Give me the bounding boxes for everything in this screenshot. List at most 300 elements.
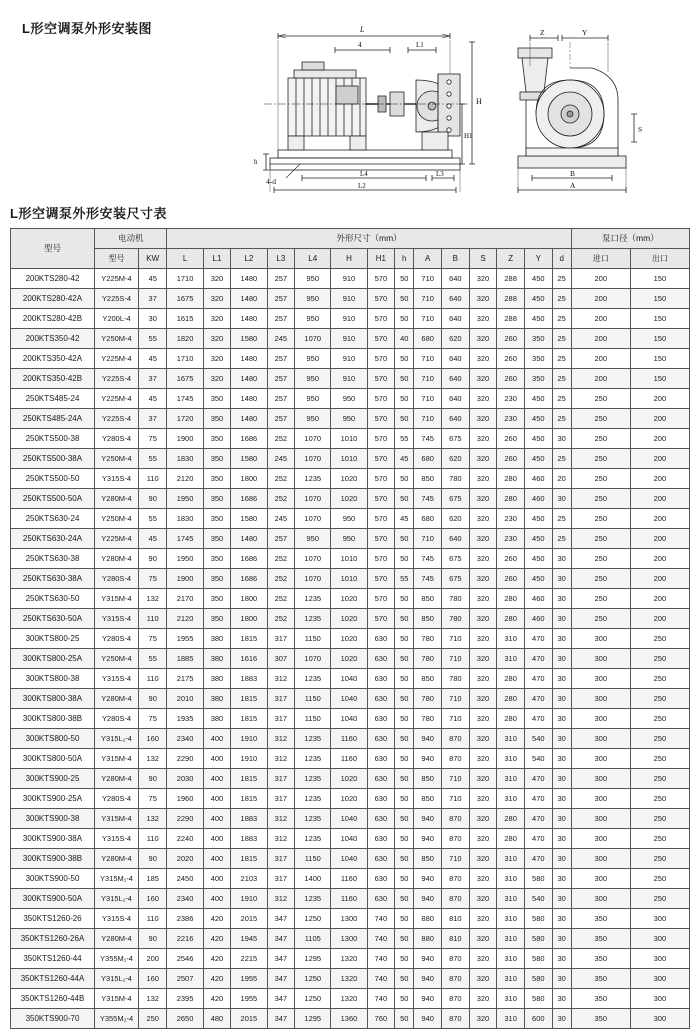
table-row [11,929,690,949]
cell-L: 1820 [167,329,203,349]
cell-L1: 350 [203,489,231,509]
cell-h: 50 [395,849,414,869]
cell-inlet: 300 [571,809,630,829]
cell-kw: 37 [139,289,167,309]
table-row [11,689,690,709]
cell-L: 1745 [167,529,203,549]
cell-Y: 350 [524,329,552,349]
cell-L3: 245 [267,449,295,469]
cell-model: 250KTS630-38A [11,569,95,589]
cell-inlet: 300 [571,869,630,889]
cell-Y: 600 [524,1009,552,1029]
cell-Z: 280 [497,609,525,629]
cell-H: 910 [331,269,367,289]
cell-L4: 1235 [295,789,331,809]
cell-h: 50 [395,829,414,849]
svg-text:Z: Z [540,28,545,37]
cell-S: 320 [469,749,497,769]
cell-motor-type: Y280S-4 [95,709,139,729]
cell-kw: 132 [139,989,167,1009]
cell-d: 20 [552,469,571,489]
cell-S: 320 [469,789,497,809]
cell-L3: 257 [267,529,295,549]
cell-L: 2507 [167,969,203,989]
cell-motor-type: Y225M-4 [95,269,139,289]
cell-inlet: 300 [571,689,630,709]
cell-h: 55 [395,569,414,589]
cell-Y: 470 [524,769,552,789]
cell-h: 50 [395,409,414,429]
cell-B: 640 [442,389,470,409]
cell-B: 780 [442,669,470,689]
cell-Y: 450 [524,289,552,309]
cell-L2: 1955 [231,989,267,1009]
cell-d: 30 [552,849,571,869]
cell-L1: 350 [203,449,231,469]
cell-H: 1320 [331,969,367,989]
cell-kw: 110 [139,469,167,489]
cell-Y: 450 [524,389,552,409]
cell-L1: 350 [203,609,231,629]
cell-H: 1020 [331,489,367,509]
cell-H1: 740 [367,929,395,949]
header-col-A: A [414,249,442,269]
cell-H: 950 [331,389,367,409]
cell-L3: 347 [267,969,295,989]
header-col-L3: L3 [267,249,295,269]
cell-outlet: 250 [630,829,689,849]
cell-kw: 55 [139,449,167,469]
cell-L: 1675 [167,369,203,389]
cell-h: 50 [395,609,414,629]
cell-outlet: 150 [630,349,689,369]
cell-L2: 2015 [231,1009,267,1029]
cell-model: 300KTS900-50A [11,889,95,909]
cell-A: 745 [414,549,442,569]
header-col-Z: Z [497,249,525,269]
cell-outlet: 250 [630,849,689,869]
cell-Y: 540 [524,749,552,769]
header-col-L4: L4 [295,249,331,269]
cell-model: 300KTS900-25A [11,789,95,809]
cell-L4: 1070 [295,509,331,529]
cell-L1: 400 [203,749,231,769]
cell-model: 250KTS630-24A [11,529,95,549]
cell-A: 780 [414,689,442,709]
cell-h: 50 [395,869,414,889]
cell-Z: 260 [497,329,525,349]
header-kw: KW [139,249,167,269]
cell-L4: 1235 [295,469,331,489]
cell-H: 1160 [331,749,367,769]
svg-text:Y: Y [582,28,588,37]
cell-h: 50 [395,769,414,789]
cell-L: 1830 [167,509,203,529]
cell-inlet: 350 [571,969,630,989]
table-head [11,229,690,269]
cell-L4: 1400 [295,869,331,889]
cell-motor-type: Y225M-4 [95,349,139,369]
cell-kw: 185 [139,869,167,889]
table-row [11,949,690,969]
cell-Y: 540 [524,889,552,909]
cell-B: 640 [442,409,470,429]
cell-L1: 480 [203,1009,231,1029]
svg-text:L3: L3 [436,170,444,178]
cell-kw: 45 [139,389,167,409]
cell-d: 30 [552,889,571,909]
svg-text:B: B [570,169,576,178]
cell-h: 50 [395,309,414,329]
cell-H1: 570 [367,549,395,569]
cell-B: 810 [442,909,470,929]
cell-inlet: 300 [571,889,630,909]
cell-Z: 310 [497,969,525,989]
cell-motor-type: Y200L-4 [95,309,139,329]
cell-outlet: 300 [630,949,689,969]
cell-H: 1360 [331,1009,367,1029]
cell-B: 710 [442,709,470,729]
cell-A: 850 [414,589,442,609]
cell-B: 710 [442,789,470,809]
cell-L1: 400 [203,769,231,789]
cell-B: 710 [442,849,470,869]
cell-H1: 630 [367,789,395,809]
table-row [11,549,690,569]
cell-Y: 450 [524,409,552,429]
cell-h: 50 [395,949,414,969]
cell-H: 910 [331,349,367,369]
cell-kw: 90 [139,689,167,709]
cell-S: 320 [469,689,497,709]
cell-Y: 580 [524,929,552,949]
cell-d: 30 [552,709,571,729]
cell-L4: 1070 [295,489,331,509]
cell-S: 320 [469,949,497,969]
cell-Z: 310 [497,929,525,949]
cell-model: 250KTS500-38A [11,449,95,469]
cell-h: 50 [395,989,414,1009]
cell-H: 1020 [331,609,367,629]
svg-text:A: A [570,181,576,190]
table-row [11,749,690,769]
cell-inlet: 300 [571,849,630,869]
cell-L2: 1480 [231,409,267,429]
cell-S: 320 [469,609,497,629]
cell-Z: 310 [497,649,525,669]
cell-L1: 320 [203,309,231,329]
cell-H1: 630 [367,829,395,849]
cell-L3: 312 [267,729,295,749]
cell-B: 710 [442,769,470,789]
cell-L1: 420 [203,949,231,969]
cell-Z: 260 [497,349,525,369]
cell-d: 25 [552,529,571,549]
cell-outlet: 250 [630,809,689,829]
cell-inlet: 250 [571,449,630,469]
cell-outlet: 250 [630,629,689,649]
cell-H1: 570 [367,569,395,589]
cell-outlet: 150 [630,369,689,389]
cell-model: 300KTS800-38 [11,669,95,689]
cell-Z: 310 [497,749,525,769]
cell-H: 1020 [331,649,367,669]
cell-B: 640 [442,529,470,549]
cell-inlet: 300 [571,629,630,649]
cell-h: 50 [395,1009,414,1029]
cell-d: 30 [552,649,571,669]
cell-L1: 320 [203,269,231,289]
cell-d: 25 [552,369,571,389]
cell-L4: 1150 [295,709,331,729]
cell-motor-type: Y280M-4 [95,689,139,709]
cell-L4: 1235 [295,769,331,789]
cell-h: 50 [395,549,414,569]
cell-L: 1675 [167,289,203,309]
cell-motor-type: Y315S-4 [95,469,139,489]
cell-d: 25 [552,269,571,289]
cell-S: 320 [469,729,497,749]
cell-inlet: 250 [571,429,630,449]
cell-L2: 1580 [231,449,267,469]
cell-L: 2340 [167,729,203,749]
cell-L2: 1686 [231,569,267,589]
cell-L4: 1235 [295,749,331,769]
cell-L2: 2215 [231,949,267,969]
cell-h: 50 [395,929,414,949]
cell-h: 50 [395,269,414,289]
cell-model: 300KTS900-25 [11,769,95,789]
cell-kw: 110 [139,609,167,629]
table-body [11,269,690,1029]
cell-L1: 400 [203,829,231,849]
cell-L4: 1070 [295,569,331,589]
cell-inlet: 200 [571,329,630,349]
cell-L2: 1883 [231,829,267,849]
cell-d: 30 [552,669,571,689]
cell-L: 2386 [167,909,203,929]
table-header-row-2 [11,249,690,269]
cell-Z: 280 [497,589,525,609]
table-row [11,469,690,489]
table-row [11,489,690,509]
cell-motor-type: Y280M-4 [95,489,139,509]
cell-A: 850 [414,469,442,489]
cell-d: 30 [552,689,571,709]
cell-inlet: 250 [571,529,630,549]
cell-A: 940 [414,749,442,769]
cell-d: 25 [552,289,571,309]
cell-B: 675 [442,549,470,569]
cell-L: 1900 [167,569,203,589]
cell-L3: 317 [267,769,295,789]
cell-L3: 317 [267,689,295,709]
cell-d: 25 [552,509,571,529]
cell-Y: 470 [524,629,552,649]
cell-H: 1160 [331,889,367,909]
cell-L4: 950 [295,269,331,289]
table-row [11,429,690,449]
cell-H: 1020 [331,769,367,789]
cell-Y: 450 [524,509,552,529]
cell-B: 620 [442,449,470,469]
svg-text:4-d: 4-d [266,177,276,186]
cell-L3: 257 [267,409,295,429]
cell-Z: 310 [497,989,525,1009]
cell-inlet: 250 [571,489,630,509]
cell-A: 940 [414,729,442,749]
cell-A: 780 [414,709,442,729]
cell-H: 910 [331,289,367,309]
cell-Z: 288 [497,269,525,289]
table-row [11,449,690,469]
header-col-L1: L1 [203,249,231,269]
cell-H1: 570 [367,609,395,629]
cell-h: 50 [395,709,414,729]
cell-L: 2340 [167,889,203,909]
cell-L2: 2015 [231,909,267,929]
cell-outlet: 200 [630,449,689,469]
cell-S: 320 [469,669,497,689]
cell-h: 50 [395,349,414,369]
cell-L3: 317 [267,869,295,889]
cell-Y: 470 [524,789,552,809]
cell-h: 50 [395,469,414,489]
cell-L3: 257 [267,369,295,389]
cell-model: 250KTS630-50 [11,589,95,609]
cell-L3: 307 [267,649,295,669]
svg-text:4: 4 [358,40,362,49]
cell-H: 950 [331,409,367,429]
cell-H1: 630 [367,729,395,749]
cell-L3: 245 [267,509,295,529]
cell-H: 1020 [331,469,367,489]
cell-B: 870 [442,949,470,969]
cell-inlet: 250 [571,569,630,589]
cell-outlet: 250 [630,749,689,769]
cell-model: 300KTS800-38A [11,689,95,709]
cell-kw: 132 [139,809,167,829]
cell-motor-type: Y315S-4 [95,609,139,629]
cell-inlet: 300 [571,829,630,849]
cell-Y: 450 [524,269,552,289]
cell-outlet: 250 [630,649,689,669]
cell-model: 200KTS280-42 [11,269,95,289]
table-row [11,589,690,609]
cell-h: 45 [395,449,414,469]
table-row [11,389,690,409]
cell-B: 870 [442,829,470,849]
cell-Z: 260 [497,549,525,569]
cell-H1: 570 [367,469,395,489]
table-row [11,789,690,809]
cell-B: 780 [442,609,470,629]
cell-H1: 630 [367,689,395,709]
cell-S: 320 [469,429,497,449]
cell-L: 2395 [167,989,203,1009]
svg-text:H: H [476,97,482,106]
cell-kw: 45 [139,269,167,289]
cell-model: 350KTS1260-44A [11,969,95,989]
cell-kw: 132 [139,589,167,609]
header-col-Y: Y [524,249,552,269]
cell-inlet: 300 [571,649,630,669]
cell-kw: 160 [139,969,167,989]
cell-L4: 1070 [295,649,331,669]
table-row [11,729,690,749]
cell-S: 320 [469,509,497,529]
cell-outlet: 200 [630,469,689,489]
cell-B: 780 [442,589,470,609]
cell-motor-type: Y280M-4 [95,849,139,869]
cell-L4: 1235 [295,669,331,689]
cell-L: 2020 [167,849,203,869]
cell-L2: 1883 [231,809,267,829]
table-row [11,349,690,369]
cell-H1: 570 [367,409,395,429]
cell-kw: 55 [139,329,167,349]
cell-B: 620 [442,329,470,349]
table-row [11,329,690,349]
cell-B: 870 [442,869,470,889]
cell-Y: 470 [524,669,552,689]
cell-L2: 1815 [231,709,267,729]
cell-inlet: 350 [571,1009,630,1029]
cell-H1: 570 [367,449,395,469]
cell-outlet: 150 [630,329,689,349]
cell-L2: 1815 [231,689,267,709]
cell-B: 640 [442,309,470,329]
cell-kw: 160 [139,889,167,909]
cell-H1: 630 [367,749,395,769]
cell-d: 25 [552,349,571,369]
cell-Y: 470 [524,709,552,729]
cell-H: 1320 [331,989,367,1009]
table-row [11,309,690,329]
cell-d: 25 [552,409,571,429]
cell-L2: 1815 [231,629,267,649]
cell-Z: 280 [497,489,525,509]
cell-H: 1010 [331,429,367,449]
cell-L3: 245 [267,329,295,349]
cell-A: 940 [414,969,442,989]
cell-S: 320 [469,709,497,729]
cell-L3: 252 [267,469,295,489]
cell-d: 30 [552,949,571,969]
cell-motor-type: Y315M-4 [95,989,139,1009]
cell-L4: 1150 [295,629,331,649]
cell-Y: 450 [524,449,552,469]
cell-h: 50 [395,969,414,989]
cell-L1: 400 [203,729,231,749]
cell-h: 50 [395,369,414,389]
cell-L4: 1070 [295,329,331,349]
cell-L1: 320 [203,349,231,369]
cell-H1: 570 [367,529,395,549]
cell-L2: 1580 [231,329,267,349]
cell-S: 320 [469,989,497,1009]
cell-H: 1040 [331,829,367,849]
cell-Y: 470 [524,809,552,829]
cell-kw: 45 [139,529,167,549]
header-col-S: S [469,249,497,269]
cell-h: 50 [395,289,414,309]
cell-L3: 347 [267,989,295,1009]
cell-inlet: 200 [571,289,630,309]
cell-Z: 310 [497,629,525,649]
cell-h: 40 [395,329,414,349]
cell-kw: 75 [139,789,167,809]
